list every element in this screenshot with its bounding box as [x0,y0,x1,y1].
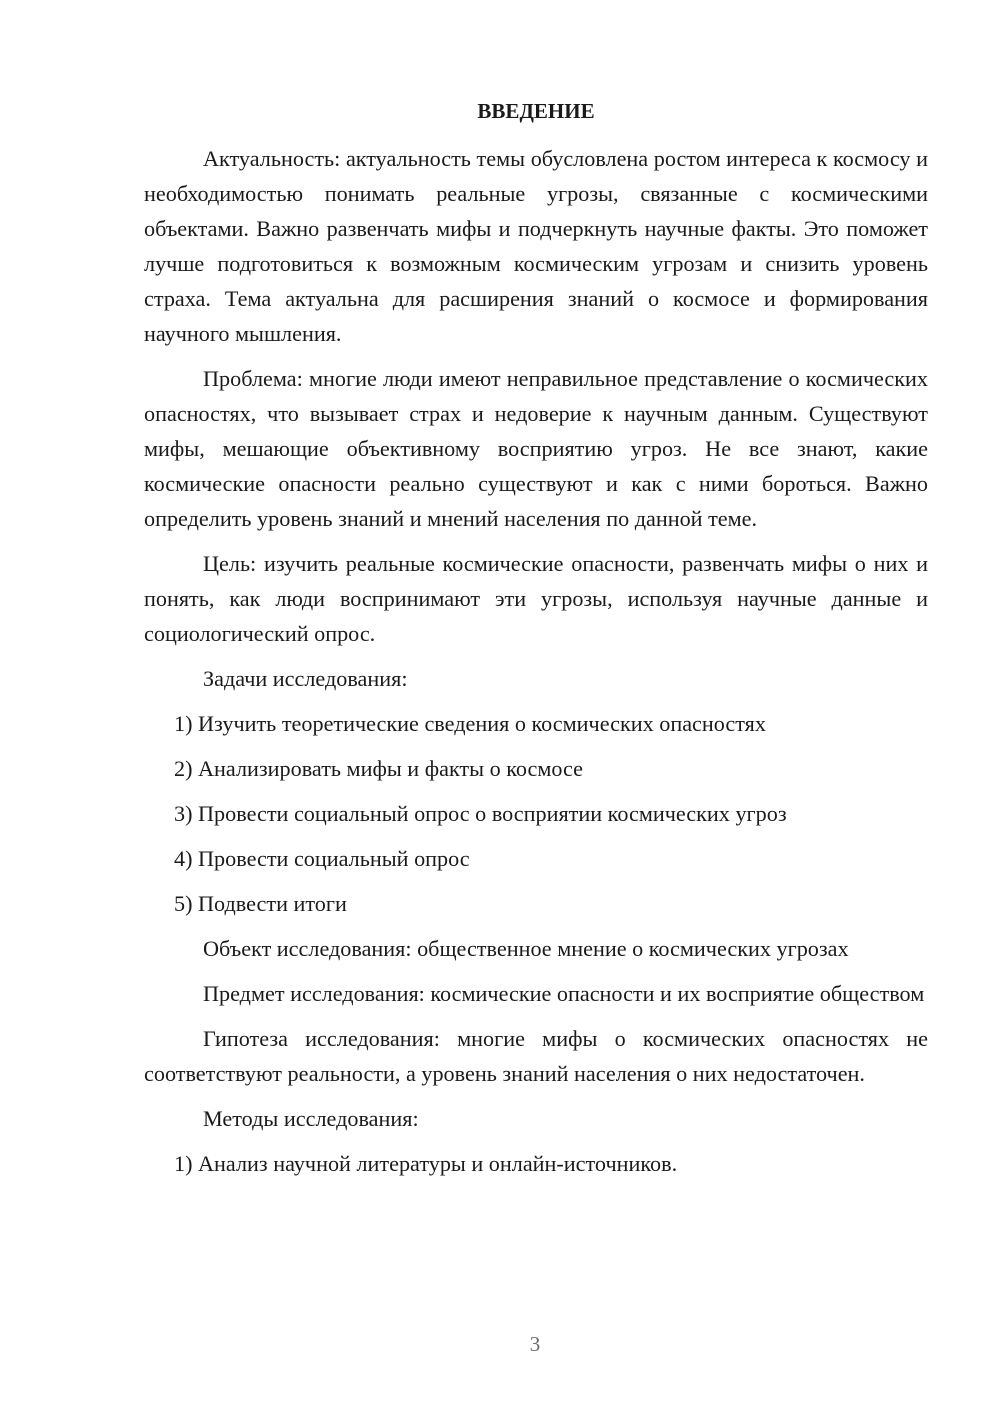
paragraph-goal: Цель: изучить реальные космические опасности, развенчать мифы о них и понять, как люди воспринимают эти угрозы, используя научные данные и социологический опрос. [144,551,928,646]
page-number: 3 [529,1332,541,1356]
tasks-heading: Задачи исследования: [203,666,408,691]
research-hypothesis: Гипотеза исследования: многие мифы о космических опасностях не соответствуют реальности, а уровень знаний населения о них недостаточен. [144,1026,928,1086]
research-subject: Предмет исследования: космические опасности и их восприятие обществом [203,981,925,1006]
list-item: 5) Подвести итоги [174,891,347,916]
section-title: ВВЕДЕНИЕ [477,99,595,123]
list-item: 2) Анализировать мифы и факты о космосе [174,756,584,781]
methods-list [144,1146,928,1181]
list-item: 1) Анализ научной литературы и онлайн-источников. [174,1151,678,1176]
list-item: 1) Изучить теоретические сведения о космических опасностях [174,711,766,736]
list-item: 4) Провести социальный опрос [174,846,470,871]
paragraph-relevance: Актуальность: актуальность темы обусловлена ростом интереса к космосу и необходимостью понимать реальные угрозы, связанные с космическими объектами. Важно развенчать мифы и подчеркнуть научные факты. Это поможет лучше подготовиться к возможным космическим угрозам и снизить уровень страха. Тема актуальна для расширения знаний о космосе и формирования научного мышления. [144,146,928,346]
research-object: Объект исследования: общественное мнение о космических угрозах [203,936,849,961]
paragraph-problem: Проблема: многие люди имеют неправильное представление о космических опасностях, что вызывает страх и недоверие к научным данным. Существуют мифы, мешающие объективному восприятию угроз. Не все знают, какие космические опасности реально существуют и как с ними бороться. Важно определить уровень знаний и мнений населения по данной теме. [144,366,928,531]
methods-heading: Методы исследования: [203,1106,419,1131]
document-page [144,96,928,1191]
list-item: 3) Провести социальный опрос о восприятии космических угроз [174,801,787,826]
tasks-list [144,706,928,921]
